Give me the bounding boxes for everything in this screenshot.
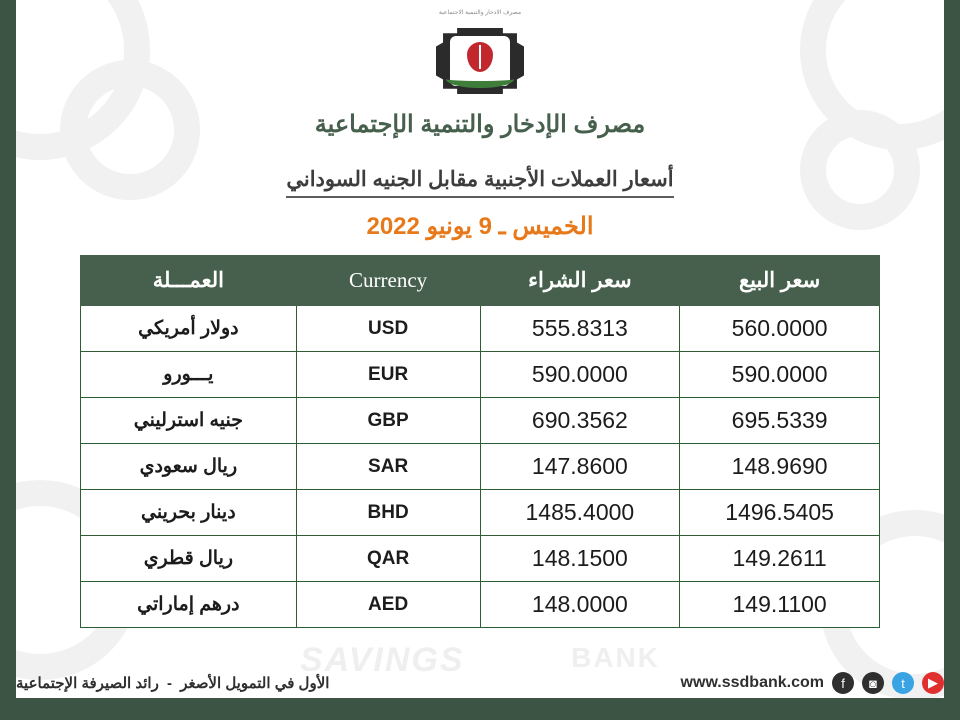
twitter-icon[interactable]: t [892,672,914,694]
bank-name-title: مصرف الإدخار والتنمية الإجتماعية [314,111,646,138]
cell-name: دولار أمريكي [81,306,297,352]
logo-gear-icon [436,28,524,94]
watermark-text-savings: SAVINGS [300,641,465,679]
cell-sell: 148.9690 [680,444,880,490]
cell-buy: 590.0000 [480,352,680,398]
right-border-bar [944,0,960,720]
cell-name: درهم إماراتي [81,582,297,628]
table-row [81,490,880,536]
cell-buy: 1485.4000 [480,490,680,536]
tagline-separator: - [167,675,173,692]
cell-sell: 560.0000 [680,306,880,352]
cell-code: SAR [296,444,480,490]
cell-code: USD [296,306,480,352]
website-url[interactable]: www.ssdbank.com [680,674,824,691]
bottom-border-bar [0,698,960,720]
logo-green-arc [446,70,514,88]
table-row [81,398,880,444]
instagram-icon[interactable]: ◙ [862,672,884,694]
column-header-sell: سعر البيع [680,256,880,306]
cell-code: BHD [296,490,480,536]
watermark-text-bank: BANK [571,642,660,673]
footer-contact [681,672,944,694]
cell-sell: 590.0000 [680,352,880,398]
cell-buy: 555.8313 [480,306,680,352]
table-row [81,582,880,628]
poster-content [0,10,960,720]
cell-buy: 147.8600 [480,444,680,490]
page-subtitle [16,167,944,198]
cell-name: جنيه استرليني [81,398,297,444]
tagline-second: رائد الصيرفة الإجتماعية [16,675,159,692]
poster-footer [16,672,944,694]
cell-code: EUR [296,352,480,398]
youtube-icon[interactable]: ▶ [922,672,944,694]
table-row [81,444,880,490]
cell-code: GBP [296,398,480,444]
table-row [81,352,880,398]
cell-name: يـــورو [81,352,297,398]
table-row [81,536,880,582]
cell-name: ريال سعودي [81,444,297,490]
cell-sell: 149.1100 [680,582,880,628]
column-header-currency-ar: العمـــلة [81,256,297,306]
cell-code: QAR [296,536,480,582]
cell-sell: 695.5339 [680,398,880,444]
exchange-rates-table [80,255,880,628]
rates-date: الخميس ـ 9 يونيو 2022 [366,213,594,240]
bank-logo [415,10,545,102]
column-header-buy: سعر الشراء [480,256,680,306]
facebook-icon[interactable]: f [832,672,854,694]
cell-sell: 149.2611 [680,536,880,582]
left-border-bar [0,0,16,720]
cell-name: دينار بحريني [81,490,297,536]
table-header-row [81,256,880,306]
cell-buy: 148.0000 [480,582,680,628]
cell-buy: 690.3562 [480,398,680,444]
tagline-first: الأول في التمويل الأصغر [180,675,330,692]
cell-code: AED [296,582,480,628]
page-subtitle-text: أسعار العملات الأجنبية مقابل الجنيه السوداني [286,167,673,198]
footer-tagline [16,674,329,692]
table-row [81,306,880,352]
column-header-currency-en: Currency [296,256,480,306]
cell-name: ريال قطري [81,536,297,582]
cell-buy: 148.1500 [480,536,680,582]
cell-sell: 1496.5405 [680,490,880,536]
logo-arc-text-arabic: مصرف الادخار والتنمية الاجتماعية [438,10,522,16]
